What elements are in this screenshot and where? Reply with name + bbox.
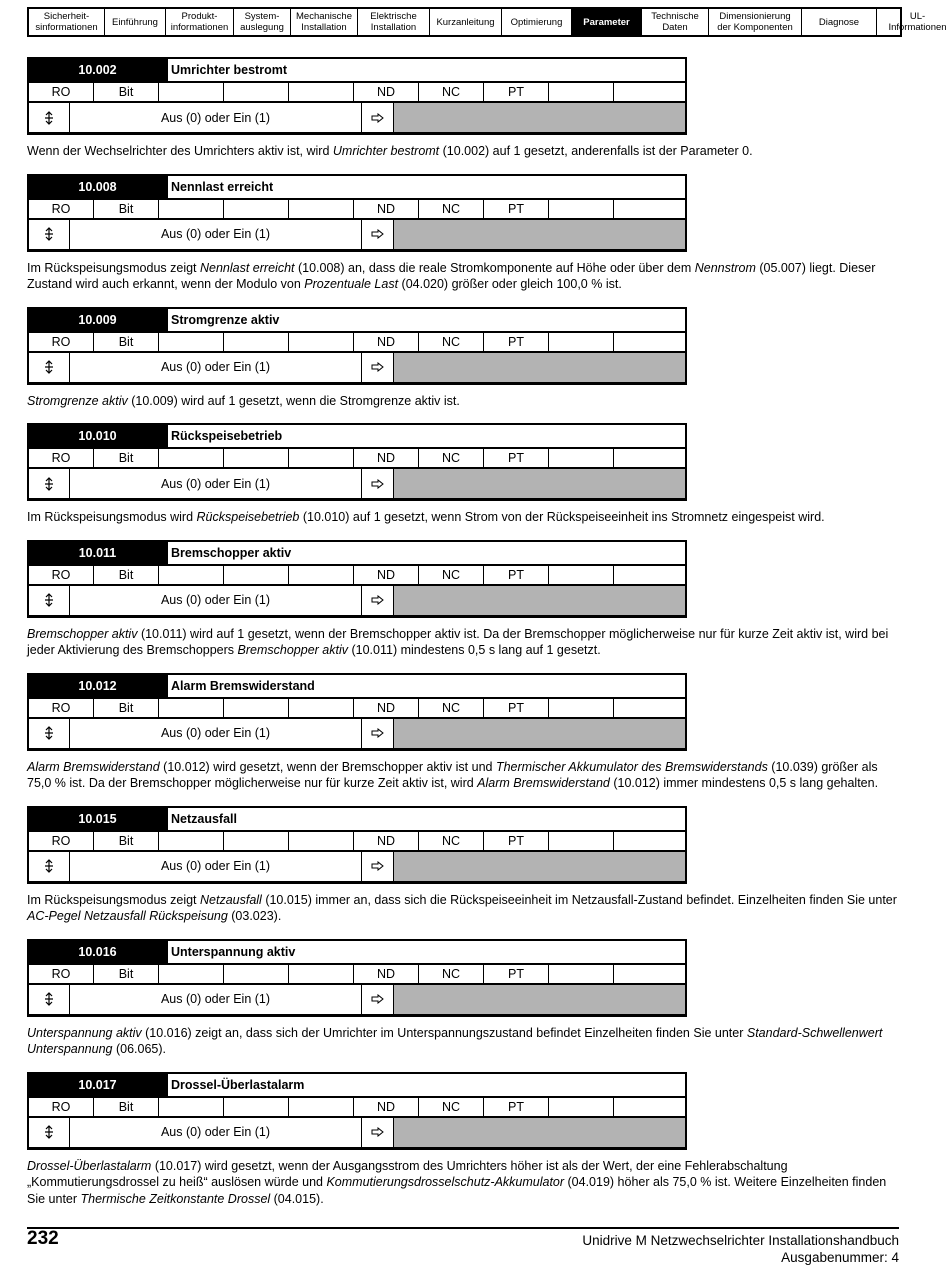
parameter-name: Umrichter bestromt [166,59,685,81]
default-value-cell [394,353,685,382]
nav-tab[interactable]: Mechanische Installation [291,9,358,35]
nav-tab[interactable]: UL- Informationen [888,11,947,33]
parameter-flag: NC [419,449,484,467]
parameter-flag: NC [419,699,484,717]
parameter-flag: NC [419,83,484,101]
parameter-flag: PT [484,965,549,983]
parameter-block [27,57,899,160]
parameter-flag [159,832,224,850]
bit-toggle-icon [29,719,70,748]
description-text: (10.016) zeigt an, dass sich der Umrichter im Unterspannungszustand befindet Einzelheiten finden Sie unter [141,1025,747,1040]
parameter-flag: RO [29,965,94,983]
parameter-flag [224,449,289,467]
right-arrow-icon [362,852,394,881]
parameter-number: 10.017 [29,1074,166,1096]
description-text: (04.020) größer oder gleich 100,0 % ist. [398,277,622,291]
parameter-flag [159,200,224,218]
manual-title: Unidrive M Netzwechselrichter Installationshandbuch [582,1233,899,1248]
parameter-list [27,57,899,1207]
description-text: Im Rückspeisungsmodus wird [27,510,197,524]
description-text: Im Rückspeisungsmodus zeigt [27,260,200,275]
parameter-table [27,806,687,884]
parameter-reference: Prozentuale Last [304,277,399,291]
nav-tab[interactable]: Parameter [572,9,642,35]
parameter-flag [159,699,224,717]
parameter-flag: ND [354,1098,419,1116]
description-text: (05.007) liegt. Dieser Zustand wird auch erkannt, wenn der Modulo von [27,260,876,291]
parameter-flag: PT [484,699,549,717]
parameter-range: Aus (0) oder Ein (1) [70,1118,362,1147]
parameter-flag: NC [419,333,484,351]
description-text: (10.008) an, dass die reale Stromkomponente auf Höhe oder über dem [294,260,695,275]
parameter-block [27,1072,899,1208]
parameter-number: 10.016 [29,941,166,963]
right-arrow-icon [362,586,394,615]
parameter-flag: Bit [94,200,159,218]
parameter-flag: RO [29,566,94,584]
parameter-flag [289,333,354,351]
parameter-reference: Kommutierungsdrosselschutz-Akkumulator [326,1175,565,1189]
parameter-flag [289,83,354,101]
parameter-description [27,509,899,526]
bit-toggle-icon [29,1118,70,1147]
parameter-reference: Alarm Bremswiderstand [27,759,160,774]
bit-toggle-icon [29,985,70,1014]
bit-toggle-icon [29,586,70,615]
description-text: Im Rückspeisungsmodus zeigt [27,892,200,907]
parameter-number: 10.010 [29,425,166,447]
parameter-block [27,174,899,293]
parameter-reference: Bremschopper aktiv [237,643,348,657]
parameter-flag [549,1098,614,1116]
parameter-flag [614,699,685,717]
default-value-cell [394,220,685,249]
description-text: (10.002) auf 1 gesetzt, anderenfalls ist der Parameter 0. [439,144,753,158]
footer-divider [27,1227,899,1229]
parameter-flag [549,200,614,218]
parameter-flag: ND [354,832,419,850]
parameter-flag: PT [484,449,549,467]
parameter-number: 10.012 [29,675,166,697]
parameter-flag [614,965,685,983]
default-value-cell [394,469,685,498]
nav-tab[interactable]: Sicherheit- sinformationen [29,9,105,35]
parameter-flag: ND [354,699,419,717]
bit-toggle-icon [29,353,70,382]
parameter-reference: Alarm Bremswiderstand [477,776,610,790]
parameter-flag [614,449,685,467]
default-value-cell [394,852,685,881]
parameter-flag [549,83,614,101]
parameter-flag [159,1098,224,1116]
parameter-flag: RO [29,1098,94,1116]
parameter-flag [289,965,354,983]
parameter-flag: Bit [94,832,159,850]
nav-tab[interactable]: System- auslegung [234,9,291,35]
parameter-flag [289,699,354,717]
description-text: (10.012) immer mindestens 0,5 s lang gehalten. [609,776,879,790]
parameter-name: Unterspannung aktiv [166,941,685,963]
parameter-table [27,174,687,252]
parameter-flag [159,965,224,983]
parameter-flag [224,83,289,101]
parameter-reference: Thermische Zeitkonstante Drossel [80,1191,271,1206]
parameter-flag: ND [354,83,419,101]
parameter-reference: Bremschopper aktiv [27,626,138,641]
parameter-name: Nennlast erreicht [166,176,685,198]
parameter-reference: Umrichter bestromt [332,144,440,158]
parameter-flag: RO [29,333,94,351]
bit-toggle-icon [29,220,70,249]
parameter-table [27,673,687,751]
parameter-description [27,892,899,925]
parameter-name: Rückspeisebetrieb [166,425,685,447]
default-value-cell [394,1118,685,1147]
parameter-flag [224,1098,289,1116]
parameter-description [27,626,899,659]
right-arrow-icon [362,469,394,498]
parameter-flag: PT [484,333,549,351]
description-text: (10.011) mindestens 0,5 s lang auf 1 gesetzt. [348,643,601,657]
parameter-reference: Stromgrenze aktiv [27,393,128,408]
parameter-table [27,540,687,618]
parameter-flag [224,333,289,351]
parameter-flag [224,832,289,850]
right-arrow-icon [362,985,394,1014]
parameter-reference: Nennlast erreicht [200,260,295,275]
parameter-flag: RO [29,832,94,850]
default-value-cell [394,103,685,132]
parameter-name: Bremschopper aktiv [166,542,685,564]
right-arrow-icon [362,719,394,748]
parameter-flag: ND [354,449,419,467]
parameter-flag: NC [419,965,484,983]
parameter-flag [289,200,354,218]
parameter-flag: Bit [94,699,159,717]
parameter-reference: Nennstrom [694,260,756,275]
parameter-name: Netzausfall [166,808,685,830]
parameter-flag: RO [29,449,94,467]
parameter-flag [614,832,685,850]
chapter-navigation [27,7,947,37]
parameter-flag [289,1098,354,1116]
description-text: (10.017) wird gesetzt, wenn der Ausgangsstrom des Umrichters höher ist als der Wert, der eine Fehlerabschaltung „Kommutierungsdrossel zu heiß“ auslösen würde und [27,1158,788,1189]
parameter-flag: ND [354,200,419,218]
nav-tab[interactable]: Elektrische Installation [358,9,430,35]
parameter-flag: Bit [94,333,159,351]
bit-toggle-icon [29,852,70,881]
parameter-block [27,806,899,925]
parameter-flag [549,449,614,467]
parameter-flag: NC [419,566,484,584]
parameter-description [27,260,899,293]
parameter-table [27,1072,687,1150]
parameter-flag: Bit [94,449,159,467]
parameter-range: Aus (0) oder Ein (1) [70,353,362,382]
parameter-flag [549,699,614,717]
parameter-flag [614,566,685,584]
parameter-reference: AC-Pegel Netzausfall Rückspeisung [27,909,228,923]
default-value-cell [394,985,685,1014]
parameter-number: 10.009 [29,309,166,331]
right-arrow-icon [362,103,394,132]
right-arrow-icon [362,353,394,382]
description-text: (10.015) immer an, dass sich die Rückspeiseeinheit im Netzausfall-Zustand befindet. Einzelheiten finden Sie unter [261,892,897,907]
parameter-flag: NC [419,1098,484,1116]
nav-tab[interactable]: Kurzanleitung [430,9,502,35]
parameter-table [27,939,687,1017]
parameter-description [27,759,899,792]
description-text: (10.039) größer als 75,0 % ist. Da der Bremschopper möglicherweise nur für kurze Zeit aktiv ist, wird [27,759,878,790]
parameter-reference: Drossel-Überlastalarm [27,1158,152,1173]
nav-tab[interactable]: Produkt- informationen [166,9,234,35]
parameter-flag: Bit [94,1098,159,1116]
default-value-cell [394,586,685,615]
parameter-flag [549,965,614,983]
parameter-reference: Unterspannung aktiv [27,1025,142,1040]
parameter-flag: PT [484,1098,549,1116]
parameter-flag [614,83,685,101]
parameter-reference: Rückspeisebetrieb [196,510,300,524]
parameter-name: Drossel-Überlastalarm [166,1074,685,1096]
parameter-reference: Standard-Schwellenwert Unterspannung [27,1025,883,1056]
parameter-flag [159,333,224,351]
parameter-description [27,1025,899,1058]
parameter-flag [614,333,685,351]
issue-number: Ausgabenummer: 4 [781,1250,899,1265]
right-arrow-icon [362,220,394,249]
parameter-block [27,423,899,526]
description-text: Wenn der Wechselrichter des Umrichters aktiv ist, wird [27,144,333,158]
parameter-reference: Netzausfall [200,892,262,907]
parameter-range: Aus (0) oder Ein (1) [70,852,362,881]
description-text: (06.065). [112,1042,166,1056]
parameter-flag: NC [419,832,484,850]
parameter-description [27,393,899,410]
parameter-flag: PT [484,83,549,101]
description-text: (03.023). [227,909,282,923]
parameter-flag [224,965,289,983]
parameter-table [27,423,687,501]
parameter-flag: Bit [94,566,159,584]
parameter-flag: PT [484,832,549,850]
description-text: (10.012) wird gesetzt, wenn der Bremschopper aktiv ist und [159,759,496,774]
parameter-flag [289,449,354,467]
parameter-flag: NC [419,200,484,218]
description-text: (10.009) wird auf 1 gesetzt, wenn die Stromgrenze aktiv ist. [127,393,460,408]
parameter-range: Aus (0) oder Ein (1) [70,985,362,1014]
nav-tab[interactable]: Diagnose [802,9,877,35]
parameter-flag [549,832,614,850]
parameter-flag [224,699,289,717]
parameter-flag: Bit [94,83,159,101]
parameter-flag: ND [354,333,419,351]
parameter-block [27,673,899,792]
nav-tab[interactable]: Dimensionierung der Komponenten [709,9,802,35]
nav-tab[interactable]: Technische Daten [642,9,709,35]
parameter-table [27,307,687,385]
parameter-flag [159,83,224,101]
parameter-flag [224,566,289,584]
parameter-flag [614,200,685,218]
parameter-description [27,1158,899,1208]
nav-tab[interactable]: Optimierung [502,9,572,35]
parameter-number: 10.008 [29,176,166,198]
parameter-range: Aus (0) oder Ein (1) [70,586,362,615]
parameter-block [27,939,899,1058]
parameter-flag: Bit [94,965,159,983]
parameter-reference: Thermischer Akkumulator des Bremswiderstands [495,759,768,774]
parameter-block [27,307,899,410]
parameter-flag [159,566,224,584]
description-text: (04.015). [270,1191,324,1206]
right-arrow-icon [362,1118,394,1147]
parameter-flag: RO [29,83,94,101]
parameter-flag: RO [29,200,94,218]
parameter-flag: RO [29,699,94,717]
parameter-name: Alarm Bremswiderstand [166,675,685,697]
parameter-flag [289,832,354,850]
default-value-cell [394,719,685,748]
parameter-range: Aus (0) oder Ein (1) [70,469,362,498]
description-text: (10.011) wird auf 1 gesetzt, wenn der Bremschopper aktiv ist. Da der Bremschopper möglicherweise nur für kurze Zeit aktiv ist, wird bei jeder Aktivierung des Bremschoppers [27,626,889,657]
parameter-flag: ND [354,566,419,584]
parameter-flag [289,566,354,584]
parameter-flag: PT [484,200,549,218]
parameter-flag: PT [484,566,549,584]
description-text: (10.010) auf 1 gesetzt, wenn Strom von der Rückspeiseeinheit ins Stromnetz eingespeist wird. [299,510,825,524]
parameter-flag: ND [354,965,419,983]
parameter-number: 10.015 [29,808,166,830]
parameter-range: Aus (0) oder Ein (1) [70,103,362,132]
parameter-range: Aus (0) oder Ein (1) [70,220,362,249]
page-number: 232 [27,1228,59,1249]
parameter-block [27,540,899,659]
parameter-name: Stromgrenze aktiv [166,309,685,331]
parameter-flag [549,333,614,351]
parameter-flag [549,566,614,584]
nav-tab[interactable]: Einführung [105,9,166,35]
parameter-flag [224,200,289,218]
description-text: (04.019) höher als 75,0 % ist. Weitere Einzelheiten finden Sie unter [27,1175,887,1206]
bit-toggle-icon [29,103,70,132]
parameter-description [27,143,899,160]
parameter-number: 10.011 [29,542,166,564]
parameter-flag [614,1098,685,1116]
parameter-table [27,57,687,135]
parameter-number: 10.002 [29,59,166,81]
parameter-range: Aus (0) oder Ein (1) [70,719,362,748]
bit-toggle-icon [29,469,70,498]
parameter-flag [159,449,224,467]
